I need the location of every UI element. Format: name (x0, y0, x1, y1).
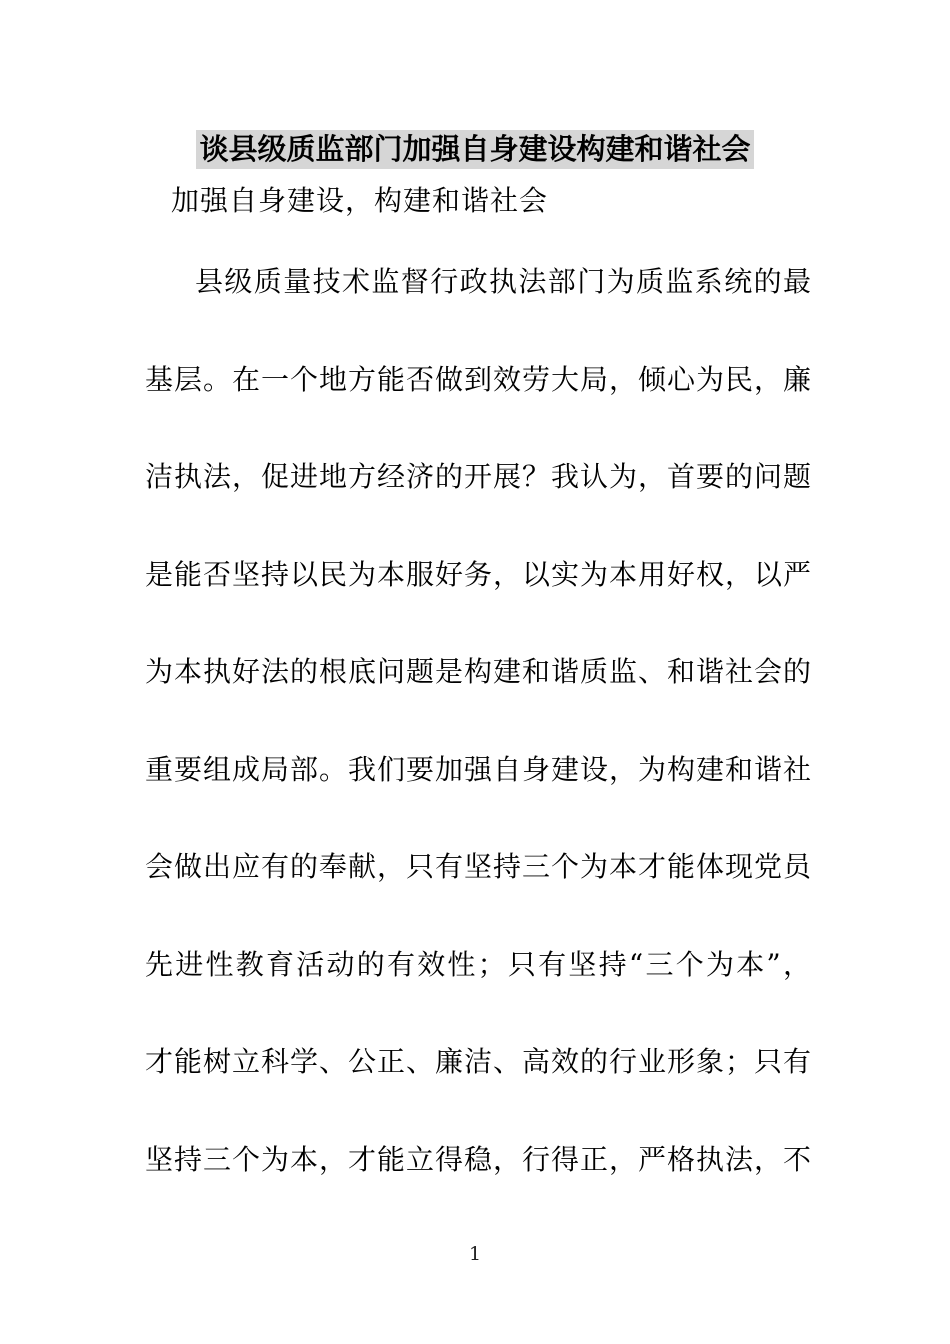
body-line: 重要组成局部。我们要加强自身建设，为构建和谐社 (145, 752, 811, 786)
body-line: 洁执法，促进地方经济的开展？我认为，首要的问题 (145, 460, 811, 493)
document-title: 谈县级质监部门加强自身建设构建和谐社会 (196, 130, 753, 169)
body-paragraph (145, 233, 811, 1208)
page-number: 1 (468, 1243, 482, 1265)
page-footer (0, 1240, 950, 1268)
body-line: 县级质量技术监督行政执法部门为质监系统的最 (195, 265, 811, 298)
title-row (0, 130, 950, 169)
body-line: 先进性教育活动的有效性；只有坚持“三个为本”， (145, 947, 811, 981)
body-line: 才能树立科学、公正、廉洁、高效的行业形象；只有 (145, 1045, 811, 1078)
body-line: 基层。在一个地方能否做到效劳大局，倾心为民，廉 (145, 362, 811, 396)
document-subtitle: 加强自身建设，构建和谐社会 (171, 184, 549, 217)
body-line: 坚持三个为本，才能立得稳，行得正，严格执法，不 (145, 1142, 811, 1176)
body-line: 会做出应有的奉献，只有坚持三个为本才能体现党员 (145, 850, 811, 883)
body-line: 是能否坚持以民为本服好务，以实为本用好权，以严 (145, 557, 811, 591)
body-line: 为本执好法的根底问题是构建和谐质监、和谐社会的 (145, 655, 811, 688)
